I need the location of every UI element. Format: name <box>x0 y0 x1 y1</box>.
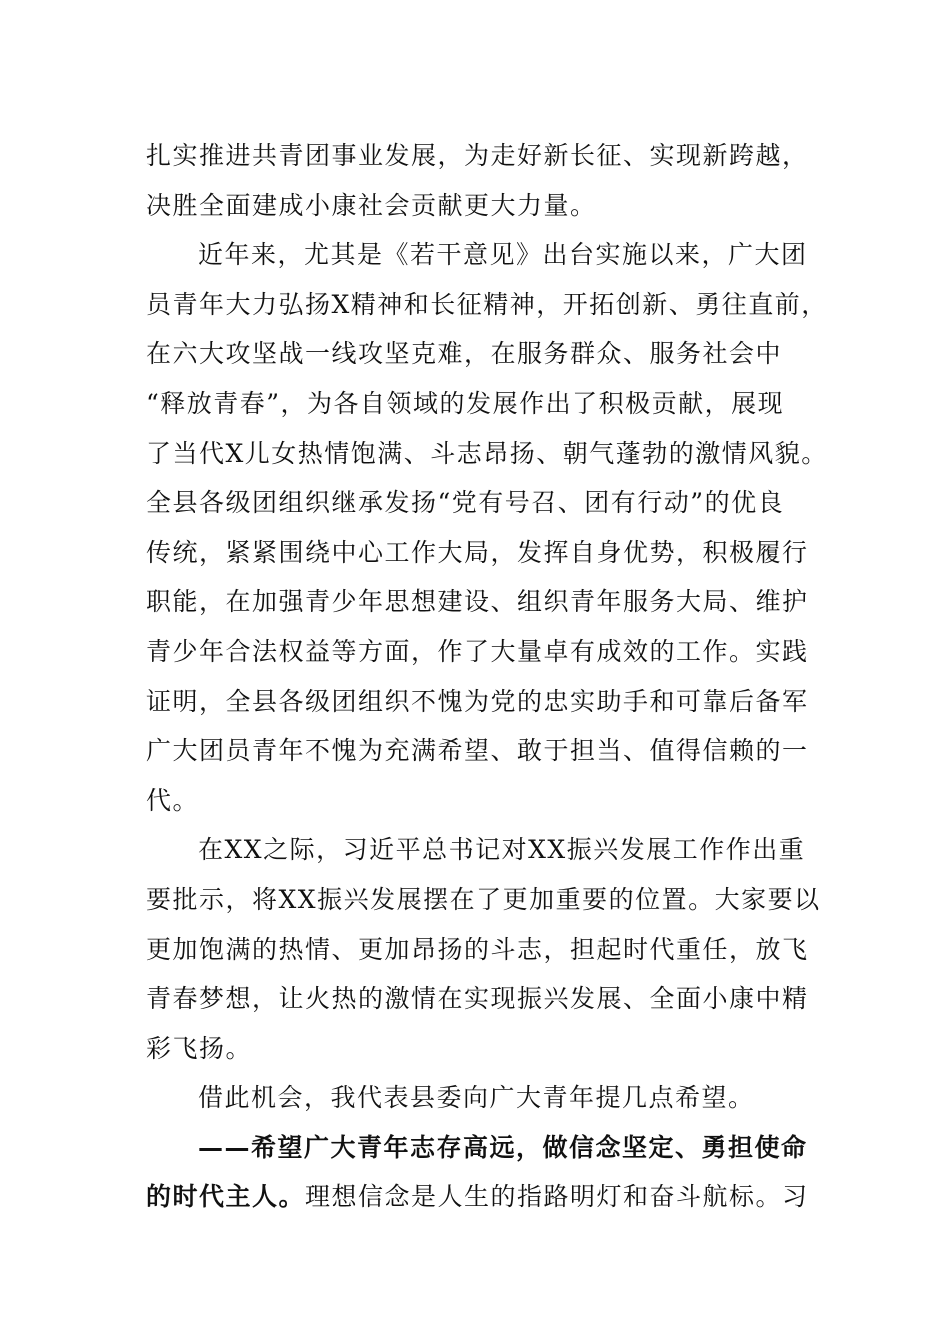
text-line: 了当代X儿女热情饱满、斗志昂扬、朝气蓬勃的激情风貌。 <box>146 438 828 468</box>
text-line: 传统，紧紧围绕中心工作大局，发挥自身优势，积极履行 <box>146 537 809 567</box>
text-line: 证明，全县各级团组织不愧为党的忠实助手和可靠后备军 <box>146 686 809 716</box>
paragraph-start: 在XX之际，习近平总书记对XX振兴发展工作作出重 <box>198 835 806 865</box>
text-line: 在六大攻坚战一线攻坚克难，在服务群众、服务社会中 <box>146 339 783 369</box>
text-line: 员青年大力弘扬X精神和长征精神，开拓创新、勇往直前， <box>146 289 828 319</box>
bold-heading-tail: 的时代主人。 <box>146 1182 306 1212</box>
text-line: 扎实推进共青团事业发展，为走好新长征、实现新跨越， <box>146 141 809 170</box>
text-line: 决胜全面建成小康社会贡献更大力量。 <box>146 190 597 220</box>
document-body <box>146 131 836 1222</box>
text-segment: 理想信念是人生的指路明灯和奋斗航标。习 <box>305 1182 809 1212</box>
text-line: 职能，在加强青少年思想建设、组织青年服务大局、维护 <box>146 587 809 617</box>
text-line: 代。 <box>146 785 200 815</box>
paragraph-start: 借此机会，我代表县委向广大青年提几点希望。 <box>198 1083 755 1113</box>
text-line: 青少年合法权益等方面，作了大量卓有成效的工作。实践 <box>146 636 809 666</box>
text-line: 彩飞扬。 <box>146 1033 253 1063</box>
bold-heading-line: ——希望广大青年志存高远，做信念坚定、勇担使命 <box>198 1132 808 1162</box>
text-line: 广大团员青年不愧为充满希望、敢于担当、值得信赖的一 <box>146 736 809 766</box>
text-line: 要批示，将XX振兴发展摆在了更加重要的位置。大家要以 <box>146 884 821 914</box>
text-line: 全县各级团组织继承发扬“党有号召、团有行动”的优良 <box>146 488 785 518</box>
text-line: 青春梦想，让火热的激情在实现振兴发展、全面小康中精 <box>146 984 809 1014</box>
text-line: “释放青春”，为各自领域的发展作出了积极贡献，展现 <box>146 388 785 418</box>
text-line: 更加饱满的热情、更加昂扬的斗志，担起时代重任，放飞 <box>146 934 809 964</box>
paragraph-start: 近年来，尤其是《若干意见》出台实施以来，广大团 <box>198 240 808 270</box>
mixed-heading-line <box>146 1172 836 1222</box>
